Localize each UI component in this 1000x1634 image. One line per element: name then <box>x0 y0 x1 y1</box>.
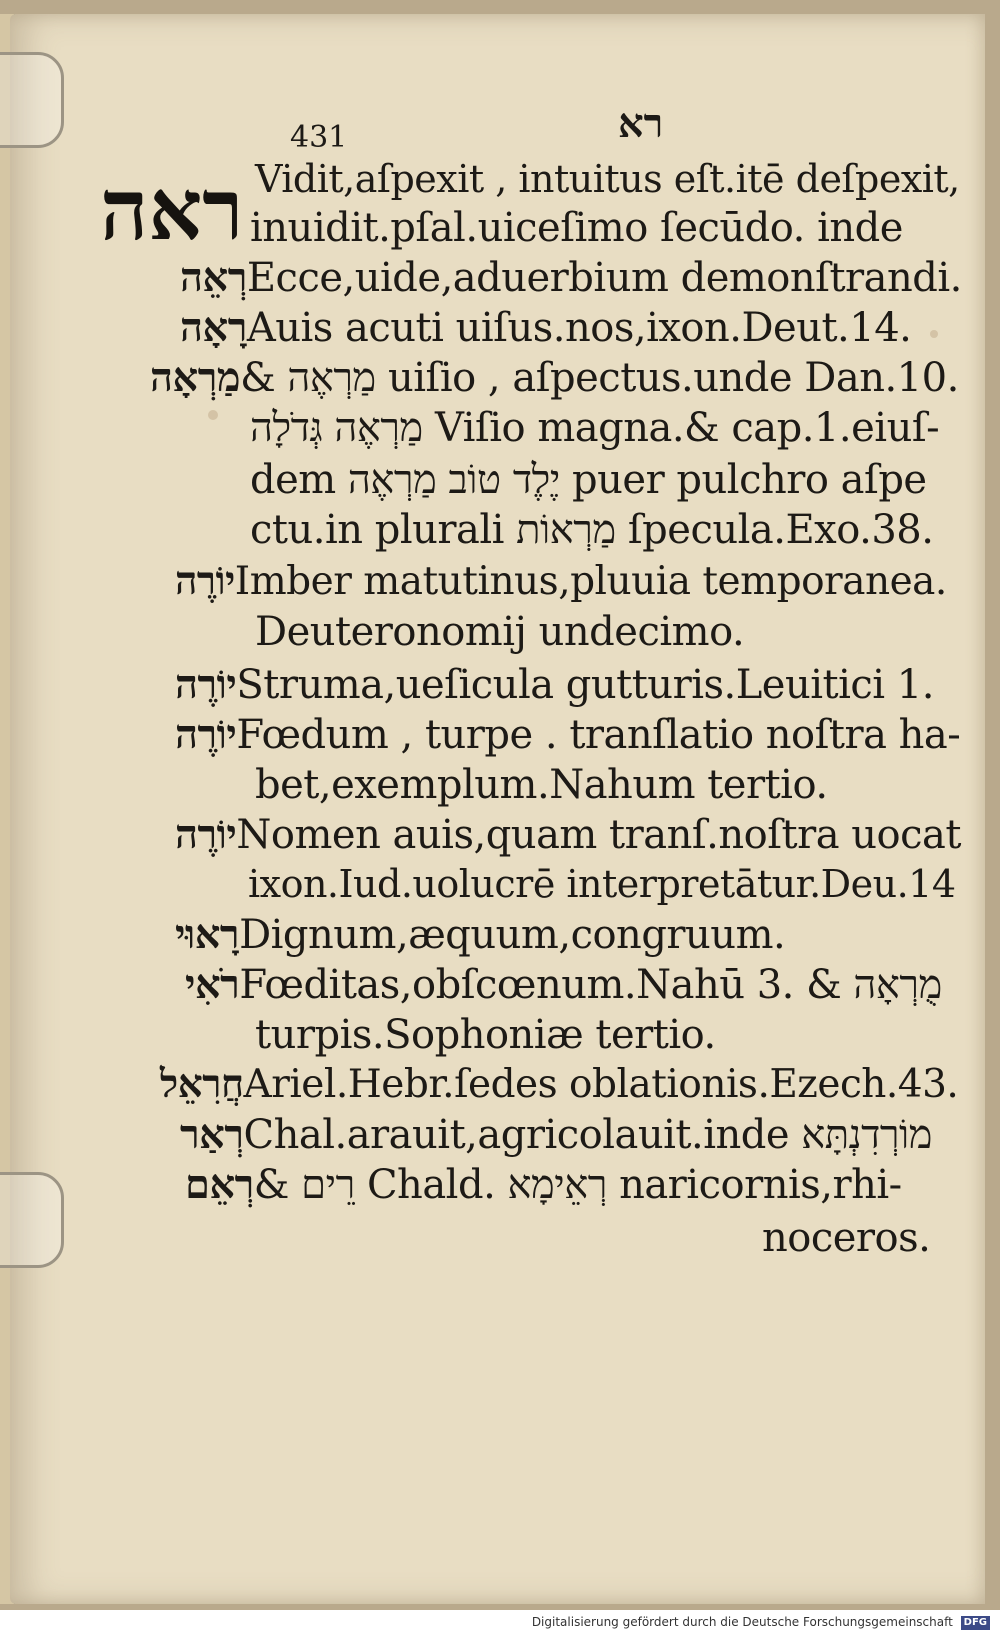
entry-text: Chal.arauit,agricolauit.inde מוֹרְדִנְתָּא <box>243 1112 932 1158</box>
entry-line <box>255 609 745 655</box>
entry-line <box>248 862 956 906</box>
entry-text: & מַרְאֶה uiſio , aſpectus.unde Dan.10. <box>240 355 959 401</box>
hebrew-lemma: יוֹרֶה <box>175 711 237 758</box>
hebrew-lemma: רְאֵה <box>180 254 247 301</box>
hebrew-lemma: רְאֵם <box>185 1161 254 1208</box>
entry-line <box>175 711 961 758</box>
footer <box>0 1610 1000 1634</box>
entry-text: Dignum,æquum,congruum. <box>239 912 786 958</box>
entry-line <box>180 1111 932 1158</box>
entry-text: dem יֶלֶד טוֹב מַרְאֶה puer pulchro aſpe <box>250 457 927 503</box>
entry-text: inuidit.pſal.uiceſimo ſecūdo. inde <box>250 205 903 251</box>
entry-line <box>255 157 960 201</box>
entry-text: Struma,ueſicula gutturis.Leuitici 1. <box>236 662 934 708</box>
entry-text: Fœditas,obſcœnum.Nahū 3. & מֻרְאָה <box>239 962 942 1008</box>
entry-text: Ecce,uide,aduerbium demonſtrandi. <box>246 255 962 301</box>
hebrew-lemma: רָאוּי <box>175 911 240 958</box>
hebrew-lemma: רְאַר <box>180 1111 244 1158</box>
entry-line <box>762 1215 931 1261</box>
entry-text: ctu.in plurali מַרְאוֹת ſpecula.Exo.38. <box>250 507 934 553</box>
entry-line <box>150 354 959 401</box>
entry-text: Auis acuti uiſus.nos,ixon.Deut.14. <box>246 305 912 351</box>
page-clip-top <box>0 52 64 148</box>
entry-line <box>180 254 962 301</box>
entry-text: Fœdum , turpe . tranſlatio noſtra ha- <box>236 712 961 758</box>
footer-text: Digitalisierung gefördert durch die Deutsche Forschungsgemeinschaft <box>531 1615 953 1629</box>
hebrew-lemma: מַרְאָה <box>150 354 241 401</box>
entry-text: Imber matutinus,pluuia temporanea. <box>234 559 947 604</box>
hebrew-lemma: יוֹרֶה <box>175 558 235 604</box>
entry-line <box>175 558 947 604</box>
entry-line <box>175 911 786 958</box>
entry-text: Nomen auis,quam tranſ.noſtra uocat <box>236 812 961 858</box>
entry-text: מַרְאֶה גְּדֹלָה Viſio magna.& cap.1.eiuſ- <box>250 405 940 451</box>
running-head: רא <box>618 100 664 147</box>
page-number: 431 <box>290 120 348 155</box>
hebrew-lemma: חֲרִאֵל <box>160 1061 244 1107</box>
entry-text: Deuteronomij undecimo. <box>255 609 745 655</box>
page-clip-bottom <box>0 1172 64 1268</box>
entry-line <box>160 1061 959 1107</box>
entry-line <box>250 405 940 451</box>
entry-line <box>250 205 903 251</box>
headword: ראה <box>100 160 244 259</box>
paper-spot <box>208 410 218 420</box>
hebrew-lemma: רָאָה <box>180 304 247 351</box>
dfg-logo: DFG <box>961 1616 990 1630</box>
entry-line <box>250 457 927 503</box>
entry-line <box>255 1012 716 1058</box>
entry-text: noceros. <box>762 1215 931 1261</box>
entry-text: Ariel.Hebr.ſedes oblationis.Ezech.43. <box>243 1062 959 1107</box>
entry-line <box>185 961 942 1008</box>
entry-line <box>185 1161 902 1208</box>
entry-line <box>175 661 934 708</box>
hebrew-lemma: רֹאִי <box>185 961 240 1008</box>
entry-text: bet,exemplum.Nahum tertio. <box>255 762 828 808</box>
entry-line <box>180 304 912 351</box>
paper-spot <box>930 330 938 338</box>
entry-text: Vidit,aſpexit , intuitus eſt.itē deſpexit, <box>255 157 960 201</box>
entry-line <box>250 507 934 553</box>
entry-line <box>255 762 828 808</box>
hebrew-lemma: יוֹרֶה <box>175 661 237 708</box>
entry-text: & רֵים Chald. רְאֵימָא naricornis,rhi- <box>253 1162 902 1208</box>
hebrew-lemma: יוֹרֶה <box>175 811 237 858</box>
entry-line <box>175 811 961 858</box>
entry-text: ixon.Iud.uolucrē interpretātur.Deu.14 <box>248 862 956 906</box>
entry-text: turpis.Sophoniæ tertio. <box>255 1012 716 1058</box>
